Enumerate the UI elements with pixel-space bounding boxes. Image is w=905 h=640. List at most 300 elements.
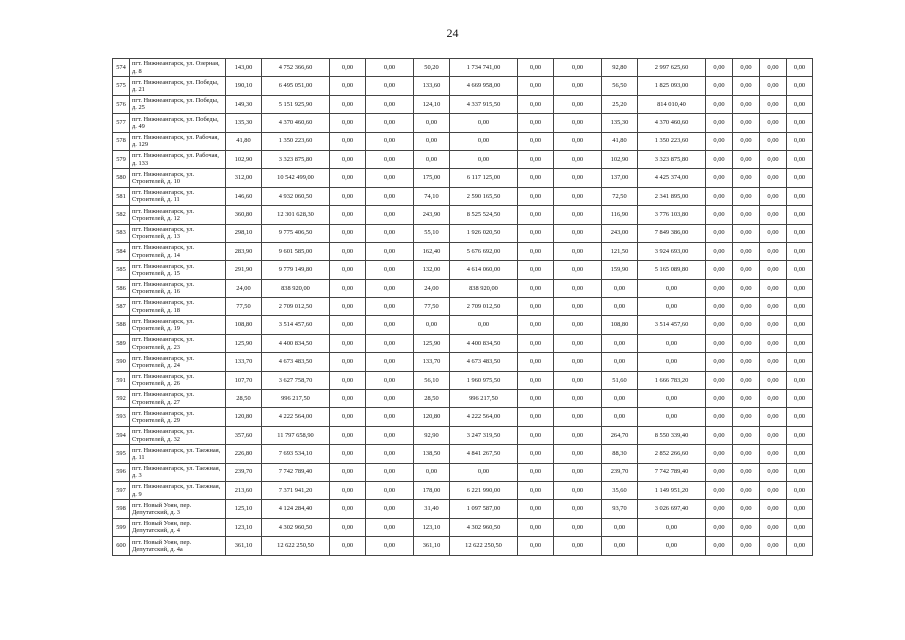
cell-area-col-7: 0,00 xyxy=(518,132,554,150)
cell-value-col-13: 0,00 xyxy=(760,500,787,518)
cell-area-total: 291,90 xyxy=(226,261,262,279)
cell-area-total: 149,30 xyxy=(226,95,262,113)
cell-value-col-11: 0,00 xyxy=(706,95,733,113)
cell-cost-col-10: 5 165 089,80 xyxy=(638,261,706,279)
cell-value-col-13: 0,00 xyxy=(760,169,787,187)
table-row xyxy=(113,408,813,426)
cell-address: пгт. Нижнеангарск, ул. Строителей, д. 32 xyxy=(130,426,226,444)
cell-value-col-13: 0,00 xyxy=(760,353,787,371)
cell-row-number: 587 xyxy=(113,298,130,316)
cell-area-col-9: 137,00 xyxy=(602,169,638,187)
cell-cost-col-6: 5 676 692,00 xyxy=(450,242,518,260)
cell-value-col-12: 0,00 xyxy=(733,481,760,499)
cell-address: пгт. Нижнеангарск, ул. Строителей, д. 18 xyxy=(130,298,226,316)
cell-row-number: 578 xyxy=(113,132,130,150)
cell-area-col-7: 0,00 xyxy=(518,390,554,408)
cell-area-col-7: 0,00 xyxy=(518,463,554,481)
cell-cost-col-8: 0,00 xyxy=(554,518,602,536)
table-row xyxy=(113,206,813,224)
cell-area-col-9: 0,00 xyxy=(602,353,638,371)
cell-address: пгт. Нижнеангарск, ул. Победы, д. 25 xyxy=(130,95,226,113)
cell-cost-col-4: 0,00 xyxy=(366,187,414,205)
cell-area-col-9: 239,70 xyxy=(602,463,638,481)
cell-cost-col-4: 0,00 xyxy=(366,426,414,444)
cell-cost-total: 4 673 483,50 xyxy=(262,353,330,371)
cell-cost-col-4: 0,00 xyxy=(366,390,414,408)
cell-address: пгт. Новый Уоян, пер. Депутатский, д. 3 xyxy=(130,500,226,518)
cell-area-col-5: 77,50 xyxy=(414,298,450,316)
cell-value-col-11: 0,00 xyxy=(706,298,733,316)
cell-address: пгт. Нижнеангарск, ул. Строителей, д. 16 xyxy=(130,279,226,297)
cell-cost-col-6: 1 926 020,50 xyxy=(450,224,518,242)
cell-cost-total: 12 622 250,50 xyxy=(262,537,330,555)
cell-area-col-5: 124,10 xyxy=(414,95,450,113)
cell-value-col-12: 0,00 xyxy=(733,261,760,279)
cell-area-col-3: 0,00 xyxy=(330,481,366,499)
cell-cost-col-4: 0,00 xyxy=(366,77,414,95)
cell-area-col-5: 74,10 xyxy=(414,187,450,205)
table-row xyxy=(113,261,813,279)
cell-value-col-11: 0,00 xyxy=(706,187,733,205)
cell-area-col-7: 0,00 xyxy=(518,206,554,224)
cell-area-total: 24,00 xyxy=(226,279,262,297)
table-row xyxy=(113,77,813,95)
cell-cost-col-10: 0,00 xyxy=(638,298,706,316)
cell-value-col-14: 0,00 xyxy=(787,206,813,224)
cell-cost-col-10: 0,00 xyxy=(638,390,706,408)
cell-cost-col-8: 0,00 xyxy=(554,242,602,260)
cell-row-number: 583 xyxy=(113,224,130,242)
cell-cost-col-4: 0,00 xyxy=(366,150,414,168)
cell-cost-total: 3 627 758,70 xyxy=(262,371,330,389)
cell-area-col-3: 0,00 xyxy=(330,371,366,389)
table-row xyxy=(113,132,813,150)
cell-value-col-11: 0,00 xyxy=(706,371,733,389)
table-body xyxy=(113,59,813,556)
cell-cost-col-4: 0,00 xyxy=(366,518,414,536)
cell-address: пгт. Нижнеангарск, ул. Строителей, д. 15 xyxy=(130,261,226,279)
cell-cost-col-10: 3 924 693,00 xyxy=(638,242,706,260)
cell-area-total: 28,50 xyxy=(226,390,262,408)
cell-cost-col-8: 0,00 xyxy=(554,445,602,463)
cell-cost-total: 11 797 658,90 xyxy=(262,426,330,444)
cell-row-number: 593 xyxy=(113,408,130,426)
cell-value-col-11: 0,00 xyxy=(706,132,733,150)
cell-value-col-13: 0,00 xyxy=(760,445,787,463)
cell-area-col-5: 162,40 xyxy=(414,242,450,260)
cell-area-col-9: 0,00 xyxy=(602,408,638,426)
cell-value-col-14: 0,00 xyxy=(787,537,813,555)
cell-cost-total: 2 709 012,50 xyxy=(262,298,330,316)
cell-cost-col-4: 0,00 xyxy=(366,279,414,297)
cell-row-number: 600 xyxy=(113,537,130,555)
cell-area-total: 120,80 xyxy=(226,408,262,426)
cell-address: пгт. Нижнеангарск, ул. Строителей, д. 27 xyxy=(130,390,226,408)
cell-value-col-12: 0,00 xyxy=(733,371,760,389)
cell-value-col-13: 0,00 xyxy=(760,242,787,260)
cell-value-col-14: 0,00 xyxy=(787,353,813,371)
cell-area-col-7: 0,00 xyxy=(518,298,554,316)
cell-row-number: 576 xyxy=(113,95,130,113)
cell-value-col-11: 0,00 xyxy=(706,150,733,168)
cell-cost-col-8: 0,00 xyxy=(554,132,602,150)
cell-cost-col-8: 0,00 xyxy=(554,371,602,389)
cell-value-col-14: 0,00 xyxy=(787,481,813,499)
cell-row-number: 598 xyxy=(113,500,130,518)
cell-value-col-12: 0,00 xyxy=(733,298,760,316)
cell-value-col-14: 0,00 xyxy=(787,169,813,187)
cell-cost-col-6: 4 614 060,00 xyxy=(450,261,518,279)
cell-cost-col-10: 4 425 374,00 xyxy=(638,169,706,187)
cell-value-col-13: 0,00 xyxy=(760,390,787,408)
cell-area-col-3: 0,00 xyxy=(330,463,366,481)
cell-area-col-3: 0,00 xyxy=(330,187,366,205)
cell-address: пгт. Нижнеангарск, ул. Строителей, д. 11 xyxy=(130,187,226,205)
cell-cost-total: 4 370 460,60 xyxy=(262,114,330,132)
cell-area-col-7: 0,00 xyxy=(518,114,554,132)
cell-cost-col-6: 1 960 975,50 xyxy=(450,371,518,389)
cell-cost-col-10: 2 852 266,60 xyxy=(638,445,706,463)
cell-cost-col-4: 0,00 xyxy=(366,500,414,518)
cell-address: пгт. Нижнеангарск, ул. Строителей, д. 19 xyxy=(130,316,226,334)
cell-area-col-9: 92,80 xyxy=(602,59,638,77)
page-number: 24 xyxy=(446,26,459,40)
cell-cost-col-4: 0,00 xyxy=(366,298,414,316)
cell-value-col-14: 0,00 xyxy=(787,224,813,242)
cell-value-col-13: 0,00 xyxy=(760,224,787,242)
cell-value-col-12: 0,00 xyxy=(733,132,760,150)
table-row xyxy=(113,95,813,113)
cell-row-number: 594 xyxy=(113,426,130,444)
cell-value-col-12: 0,00 xyxy=(733,463,760,481)
table-row xyxy=(113,481,813,499)
table-row xyxy=(113,169,813,187)
cell-cost-col-10: 1 149 951,20 xyxy=(638,481,706,499)
cell-cost-col-8: 0,00 xyxy=(554,224,602,242)
cell-area-col-9: 243,00 xyxy=(602,224,638,242)
cell-area-col-9: 25,20 xyxy=(602,95,638,113)
cell-address: пгт. Нижнеангарск, ул. Рабочая, д. 133 xyxy=(130,150,226,168)
cell-area-col-9: 0,00 xyxy=(602,334,638,352)
cell-cost-col-10: 2 997 625,60 xyxy=(638,59,706,77)
cell-cost-col-8: 0,00 xyxy=(554,77,602,95)
cell-cost-col-4: 0,00 xyxy=(366,224,414,242)
cell-area-col-3: 0,00 xyxy=(330,426,366,444)
cell-cost-col-10: 814 010,40 xyxy=(638,95,706,113)
cell-area-col-7: 0,00 xyxy=(518,445,554,463)
cell-value-col-12: 0,00 xyxy=(733,59,760,77)
cell-value-col-12: 0,00 xyxy=(733,206,760,224)
cell-area-col-3: 0,00 xyxy=(330,150,366,168)
table-row xyxy=(113,445,813,463)
cell-cost-col-4: 0,00 xyxy=(366,206,414,224)
cell-area-col-7: 0,00 xyxy=(518,242,554,260)
cell-value-col-13: 0,00 xyxy=(760,150,787,168)
cell-area-col-9: 121,50 xyxy=(602,242,638,260)
cell-area-total: 357,60 xyxy=(226,426,262,444)
cell-value-col-12: 0,00 xyxy=(733,224,760,242)
cell-value-col-12: 0,00 xyxy=(733,187,760,205)
cell-area-col-9: 51,60 xyxy=(602,371,638,389)
cell-address: пгт. Нижнеангарск, ул. Строителей, д. 12 xyxy=(130,206,226,224)
cell-area-col-3: 0,00 xyxy=(330,390,366,408)
cell-cost-col-4: 0,00 xyxy=(366,481,414,499)
cell-area-col-5: 31,40 xyxy=(414,500,450,518)
cell-cost-total: 838 920,00 xyxy=(262,279,330,297)
cell-address: пгт. Нижнеангарск, ул. Победы, д. 21 xyxy=(130,77,226,95)
cell-area-col-7: 0,00 xyxy=(518,518,554,536)
cell-cost-total: 9 775 406,50 xyxy=(262,224,330,242)
cell-cost-col-8: 0,00 xyxy=(554,114,602,132)
cell-cost-col-6: 6 221 990,00 xyxy=(450,481,518,499)
cell-value-col-14: 0,00 xyxy=(787,518,813,536)
cell-row-number: 579 xyxy=(113,150,130,168)
cell-area-col-7: 0,00 xyxy=(518,279,554,297)
cell-area-total: 108,80 xyxy=(226,316,262,334)
cell-cost-col-8: 0,00 xyxy=(554,95,602,113)
cell-value-col-14: 0,00 xyxy=(787,132,813,150)
cell-address: пгт. Нижнеангарск, ул. Победы, д. 49 xyxy=(130,114,226,132)
cell-cost-col-10: 0,00 xyxy=(638,518,706,536)
cell-address: пгт. Нижнеангарск, ул. Строителей, д. 10 xyxy=(130,169,226,187)
cell-area-total: 190,10 xyxy=(226,77,262,95)
cell-cost-col-4: 0,00 xyxy=(366,242,414,260)
cell-cost-total: 5 151 925,90 xyxy=(262,95,330,113)
cell-value-col-12: 0,00 xyxy=(733,500,760,518)
cell-address: пгт. Нижнеангарск, ул. Таежная, д. 3 xyxy=(130,463,226,481)
table-row xyxy=(113,426,813,444)
cell-cost-col-6: 4 669 958,00 xyxy=(450,77,518,95)
cell-area-col-3: 0,00 xyxy=(330,316,366,334)
cell-value-col-12: 0,00 xyxy=(733,169,760,187)
cell-value-col-12: 0,00 xyxy=(733,353,760,371)
cell-area-col-5: 0,00 xyxy=(414,463,450,481)
cell-area-col-7: 0,00 xyxy=(518,426,554,444)
table-row xyxy=(113,334,813,352)
cell-address: пгт. Нижнеангарск, ул. Строителей, д. 13 xyxy=(130,224,226,242)
cell-value-col-13: 0,00 xyxy=(760,518,787,536)
cell-cost-total: 12 301 628,30 xyxy=(262,206,330,224)
table-row xyxy=(113,114,813,132)
cell-cost-col-8: 0,00 xyxy=(554,206,602,224)
cell-area-col-5: 28,50 xyxy=(414,390,450,408)
cell-value-col-14: 0,00 xyxy=(787,316,813,334)
table-row xyxy=(113,187,813,205)
cell-row-number: 582 xyxy=(113,206,130,224)
cell-cost-col-4: 0,00 xyxy=(366,261,414,279)
cell-area-col-7: 0,00 xyxy=(518,95,554,113)
cell-cost-total: 9 779 149,80 xyxy=(262,261,330,279)
cell-area-col-5: 0,00 xyxy=(414,132,450,150)
cell-cost-col-8: 0,00 xyxy=(554,150,602,168)
cell-value-col-14: 0,00 xyxy=(787,408,813,426)
cell-area-col-7: 0,00 xyxy=(518,77,554,95)
cell-area-col-7: 0,00 xyxy=(518,353,554,371)
cell-area-col-9: 56,50 xyxy=(602,77,638,95)
cell-value-col-14: 0,00 xyxy=(787,77,813,95)
cell-cost-total: 4 124 284,40 xyxy=(262,500,330,518)
cell-cost-col-6: 2 709 012,50 xyxy=(450,298,518,316)
cell-value-col-13: 0,00 xyxy=(760,537,787,555)
cell-row-number: 586 xyxy=(113,279,130,297)
cell-area-col-9: 0,00 xyxy=(602,390,638,408)
cell-cost-col-10: 0,00 xyxy=(638,408,706,426)
cell-area-col-3: 0,00 xyxy=(330,261,366,279)
cell-value-col-12: 0,00 xyxy=(733,518,760,536)
cell-area-col-3: 0,00 xyxy=(330,224,366,242)
cell-area-col-5: 0,00 xyxy=(414,316,450,334)
cell-cost-total: 6 495 051,00 xyxy=(262,77,330,95)
table-row xyxy=(113,242,813,260)
cell-row-number: 595 xyxy=(113,445,130,463)
cell-area-col-3: 0,00 xyxy=(330,77,366,95)
cell-area-total: 239,70 xyxy=(226,463,262,481)
cell-area-col-7: 0,00 xyxy=(518,316,554,334)
cell-cost-col-8: 0,00 xyxy=(554,408,602,426)
table-row xyxy=(113,518,813,536)
cell-cost-col-6: 4 337 915,50 xyxy=(450,95,518,113)
cell-area-col-3: 0,00 xyxy=(330,114,366,132)
table-row xyxy=(113,150,813,168)
cell-cost-col-8: 0,00 xyxy=(554,298,602,316)
cell-cost-col-4: 0,00 xyxy=(366,537,414,555)
cell-area-col-7: 0,00 xyxy=(518,408,554,426)
cell-value-col-14: 0,00 xyxy=(787,242,813,260)
cell-area-col-3: 0,00 xyxy=(330,500,366,518)
cell-value-col-11: 0,00 xyxy=(706,408,733,426)
cell-row-number: 597 xyxy=(113,481,130,499)
cell-value-col-11: 0,00 xyxy=(706,426,733,444)
cell-area-total: 135,30 xyxy=(226,114,262,132)
cell-cost-col-8: 0,00 xyxy=(554,187,602,205)
cell-cost-col-10: 4 370 460,60 xyxy=(638,114,706,132)
cell-area-total: 312,00 xyxy=(226,169,262,187)
cell-value-col-14: 0,00 xyxy=(787,298,813,316)
cell-area-col-3: 0,00 xyxy=(330,132,366,150)
cell-area-col-9: 264,70 xyxy=(602,426,638,444)
cell-area-total: 146,60 xyxy=(226,187,262,205)
cell-value-col-13: 0,00 xyxy=(760,95,787,113)
cell-cost-col-10: 0,00 xyxy=(638,334,706,352)
cell-value-col-12: 0,00 xyxy=(733,242,760,260)
cell-cost-col-4: 0,00 xyxy=(366,371,414,389)
cell-value-col-13: 0,00 xyxy=(760,114,787,132)
cell-value-col-13: 0,00 xyxy=(760,279,787,297)
cell-value-col-14: 0,00 xyxy=(787,187,813,205)
cell-value-col-13: 0,00 xyxy=(760,59,787,77)
cell-value-col-11: 0,00 xyxy=(706,169,733,187)
cell-cost-total: 4 400 834,50 xyxy=(262,334,330,352)
cell-value-col-14: 0,00 xyxy=(787,371,813,389)
cell-cost-col-10: 3 776 103,80 xyxy=(638,206,706,224)
cell-cost-col-8: 0,00 xyxy=(554,316,602,334)
cell-value-col-14: 0,00 xyxy=(787,445,813,463)
cell-area-col-5: 120,80 xyxy=(414,408,450,426)
cell-value-col-11: 0,00 xyxy=(706,353,733,371)
cell-value-col-14: 0,00 xyxy=(787,334,813,352)
cell-area-col-5: 0,00 xyxy=(414,114,450,132)
cell-address: пгт. Нижнеангарск, ул. Рабочая, д. 129 xyxy=(130,132,226,150)
cell-cost-col-8: 0,00 xyxy=(554,390,602,408)
cell-value-col-13: 0,00 xyxy=(760,481,787,499)
cell-cost-total: 4 302 960,50 xyxy=(262,518,330,536)
cell-area-col-5: 92,90 xyxy=(414,426,450,444)
cell-value-col-14: 0,00 xyxy=(787,150,813,168)
cell-area-total: 213,60 xyxy=(226,481,262,499)
cell-cost-col-6: 2 590 165,50 xyxy=(450,187,518,205)
cell-value-col-11: 0,00 xyxy=(706,390,733,408)
cell-value-col-13: 0,00 xyxy=(760,316,787,334)
cell-cost-col-10: 7 849 386,00 xyxy=(638,224,706,242)
cell-cost-col-8: 0,00 xyxy=(554,463,602,481)
cell-cost-total: 4 752 366,60 xyxy=(262,59,330,77)
cell-address: пгт. Нижнеангарск, ул. Таежная, д. 11 xyxy=(130,445,226,463)
cell-value-col-11: 0,00 xyxy=(706,518,733,536)
cell-cost-col-10: 1 825 093,00 xyxy=(638,77,706,95)
cell-value-col-14: 0,00 xyxy=(787,59,813,77)
cell-cost-col-4: 0,00 xyxy=(366,445,414,463)
table-row xyxy=(113,224,813,242)
cell-value-col-14: 0,00 xyxy=(787,261,813,279)
cell-area-col-9: 102,90 xyxy=(602,150,638,168)
cell-value-col-14: 0,00 xyxy=(787,463,813,481)
cell-area-col-3: 0,00 xyxy=(330,298,366,316)
cell-value-col-12: 0,00 xyxy=(733,114,760,132)
cell-area-col-7: 0,00 xyxy=(518,187,554,205)
cell-area-col-5: 138,50 xyxy=(414,445,450,463)
cell-area-col-3: 0,00 xyxy=(330,242,366,260)
cell-cost-col-6: 1 734 741,00 xyxy=(450,59,518,77)
cell-area-col-9: 116,90 xyxy=(602,206,638,224)
cell-area-col-5: 0,00 xyxy=(414,150,450,168)
cell-area-col-5: 56,10 xyxy=(414,371,450,389)
cell-value-col-13: 0,00 xyxy=(760,463,787,481)
cell-cost-col-10: 3 514 457,60 xyxy=(638,316,706,334)
cell-cost-col-6: 3 247 319,50 xyxy=(450,426,518,444)
cell-cost-total: 1 350 223,60 xyxy=(262,132,330,150)
cell-cost-col-6: 996 217,50 xyxy=(450,390,518,408)
cell-cost-col-6: 4 222 564,00 xyxy=(450,408,518,426)
table-row xyxy=(113,500,813,518)
cell-area-col-7: 0,00 xyxy=(518,537,554,555)
cell-value-col-13: 0,00 xyxy=(760,371,787,389)
cell-area-col-9: 88,30 xyxy=(602,445,638,463)
table-row xyxy=(113,59,813,77)
cell-value-col-14: 0,00 xyxy=(787,114,813,132)
cell-area-col-3: 0,00 xyxy=(330,279,366,297)
cell-area-col-5: 133,70 xyxy=(414,353,450,371)
cell-value-col-13: 0,00 xyxy=(760,261,787,279)
cell-cost-col-8: 0,00 xyxy=(554,353,602,371)
cell-cost-col-4: 0,00 xyxy=(366,408,414,426)
cell-value-col-14: 0,00 xyxy=(787,500,813,518)
cell-cost-total: 7 742 789,40 xyxy=(262,463,330,481)
cell-cost-col-10: 7 742 789,40 xyxy=(638,463,706,481)
cell-area-total: 133,70 xyxy=(226,353,262,371)
cell-cost-col-6: 1 097 587,00 xyxy=(450,500,518,518)
cell-area-total: 123,10 xyxy=(226,518,262,536)
cell-row-number: 580 xyxy=(113,169,130,187)
cell-area-col-9: 41,80 xyxy=(602,132,638,150)
cell-row-number: 574 xyxy=(113,59,130,77)
cell-area-total: 102,90 xyxy=(226,150,262,168)
cell-area-total: 41,80 xyxy=(226,132,262,150)
cell-address: пгт. Нижнеангарск, ул. Строителей, д. 14 xyxy=(130,242,226,260)
cell-value-col-14: 0,00 xyxy=(787,426,813,444)
cell-value-col-12: 0,00 xyxy=(733,390,760,408)
cell-cost-total: 4 932 060,50 xyxy=(262,187,330,205)
cell-cost-total: 996 217,50 xyxy=(262,390,330,408)
